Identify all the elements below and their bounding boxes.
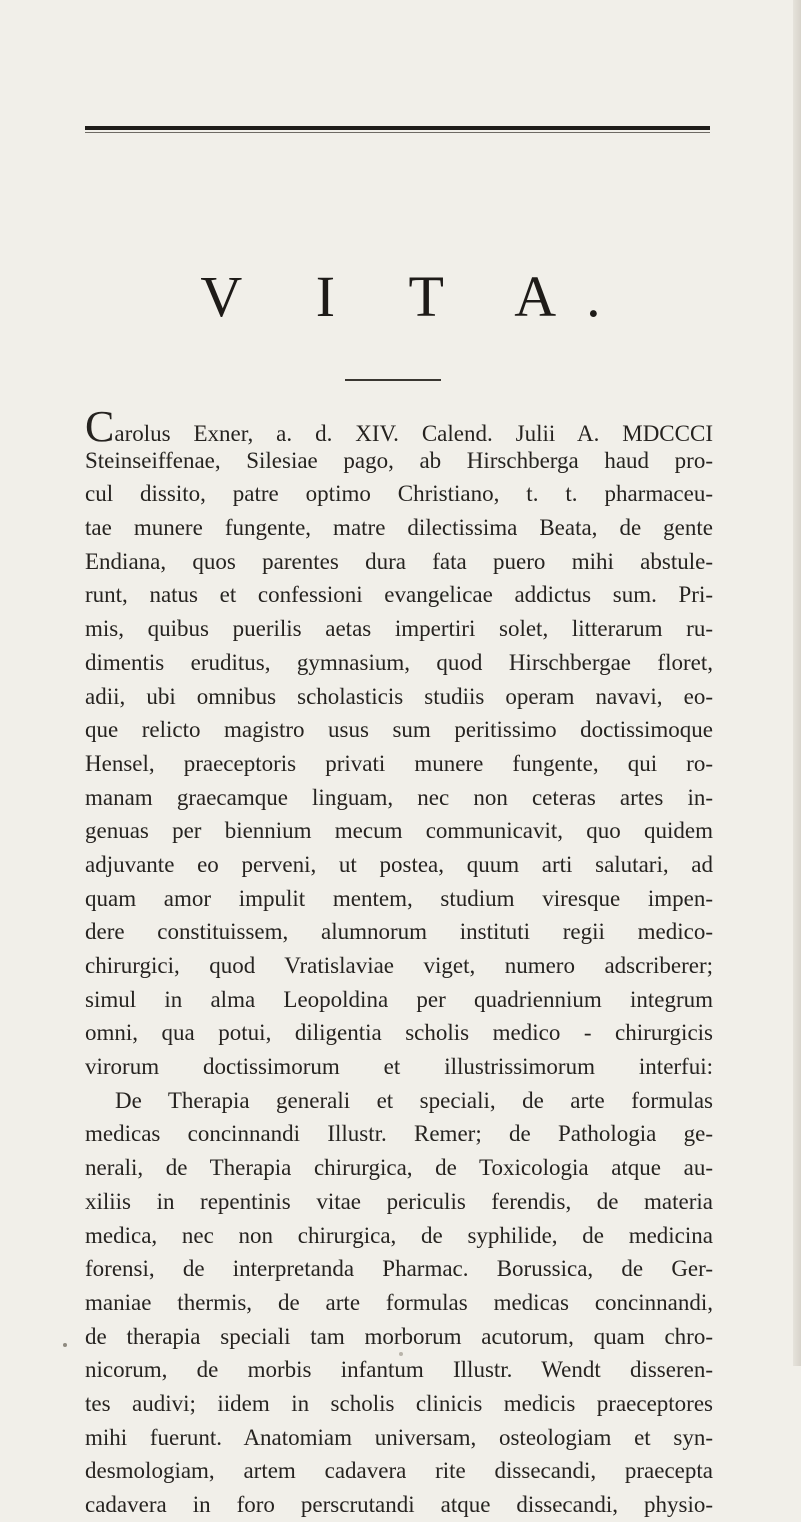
- top-rule: [85, 126, 710, 130]
- text-line: quam amor impulit mentem, studium viresque impen-: [85, 885, 713, 911]
- paper-speck: [63, 1343, 67, 1347]
- text-line: chirurgici, quod Vratislaviae viget, numero adscriberer;: [85, 953, 713, 978]
- page-title: V I T A.: [200, 264, 631, 329]
- text-line: medicas concinnandi Illustr. Remer; de Pathologia ge-: [85, 1121, 713, 1147]
- text-line: nerali, de Therapia chirurgica, de Toxicologia atque au-: [85, 1155, 713, 1181]
- text-line: mihi fuerunt. Anatomiam universam, osteologiam et syn-: [85, 1424, 713, 1450]
- text-line: Carolus Exner, a. d. XIV. Calend. Julii A. MDCCCI: [85, 402, 713, 451]
- title-rule: [345, 379, 441, 381]
- text-line: genuas per biennium mecum communicavit, quo quidem: [85, 818, 713, 844]
- text-line: de therapia speciali tam morborum acutorum, quam chro-: [85, 1323, 713, 1349]
- text-line: omni, qua potui, diligentia scholis medico - chirurgicis: [85, 1020, 713, 1046]
- text-line: Endiana, quos parentes dura fata puero mihi abstule-: [85, 548, 713, 574]
- text-line: forensi, de interpretanda Pharmac. Borussica, de Ger-: [85, 1256, 713, 1282]
- text-line: simul in alma Leopoldina per quadriennium integrum: [85, 986, 713, 1012]
- text-line: dimentis eruditus, gymnasium, quod Hirschbergae floret,: [85, 649, 713, 675]
- text-line: runt, natus et confessioni evangelicae addictus sum. Pri-: [85, 582, 713, 608]
- text-line: De Therapia generali et speciali, de arte formulas: [115, 1087, 713, 1113]
- text-line: cadavera in foro perscrutandi atque dissecandi, physio-: [85, 1492, 713, 1517]
- text-line: tes audivi; iidem in scholis clinicis medicis praeceptores: [85, 1390, 713, 1416]
- paper-speck: [399, 1352, 403, 1356]
- text-line: tae munere fungente, matre dilectissima Beata, de gente: [85, 515, 713, 541]
- text-line: maniae thermis, de arte formulas medicas concinnandi,: [85, 1289, 713, 1315]
- text-line: medica, nec non chirurgica, de syphilide, de medicina: [85, 1222, 713, 1248]
- text-line: adjuvante eo perveni, ut postea, quum arti salutari, ad: [85, 851, 713, 877]
- text-line: Steinseiffenae, Silesiae pago, ab Hirschberga haud pro-: [85, 447, 713, 473]
- text-line: nicorum, de morbis infantum Illustr. Wendt disseren-: [85, 1357, 713, 1383]
- text-line: que relicto magistro usus sum peritissimo doctissimoque: [85, 717, 713, 743]
- text-line: dere constituissem, alumnorum instituti regii medico-: [85, 919, 713, 945]
- top-rule-thin: [85, 132, 710, 133]
- text-line: cul dissito, patre optimo Christiano, t. t. pharmaceu-: [85, 481, 713, 507]
- text-line: virorum doctissimorum et illustrissimorum interfui:: [85, 1054, 713, 1080]
- page-edge: [793, 0, 801, 1366]
- text-line: mis, quibus puerilis aetas impertiri solet, litterarum ru-: [85, 616, 713, 642]
- text-line: adii, ubi omnibus scholasticis studiis operam navavi, eo-: [85, 683, 713, 709]
- text-line: manam graecamque linguam, nec non ceteras artes in-: [85, 784, 713, 810]
- text-line: desmologiam, artem cadavera rite dissecandi, praecepta: [85, 1458, 713, 1484]
- text-line: Hensel, praeceptoris privati munere fungente, qui ro-: [85, 750, 713, 776]
- text-line: xiliis in repentinis vitae periculis ferendis, de materia: [85, 1188, 713, 1214]
